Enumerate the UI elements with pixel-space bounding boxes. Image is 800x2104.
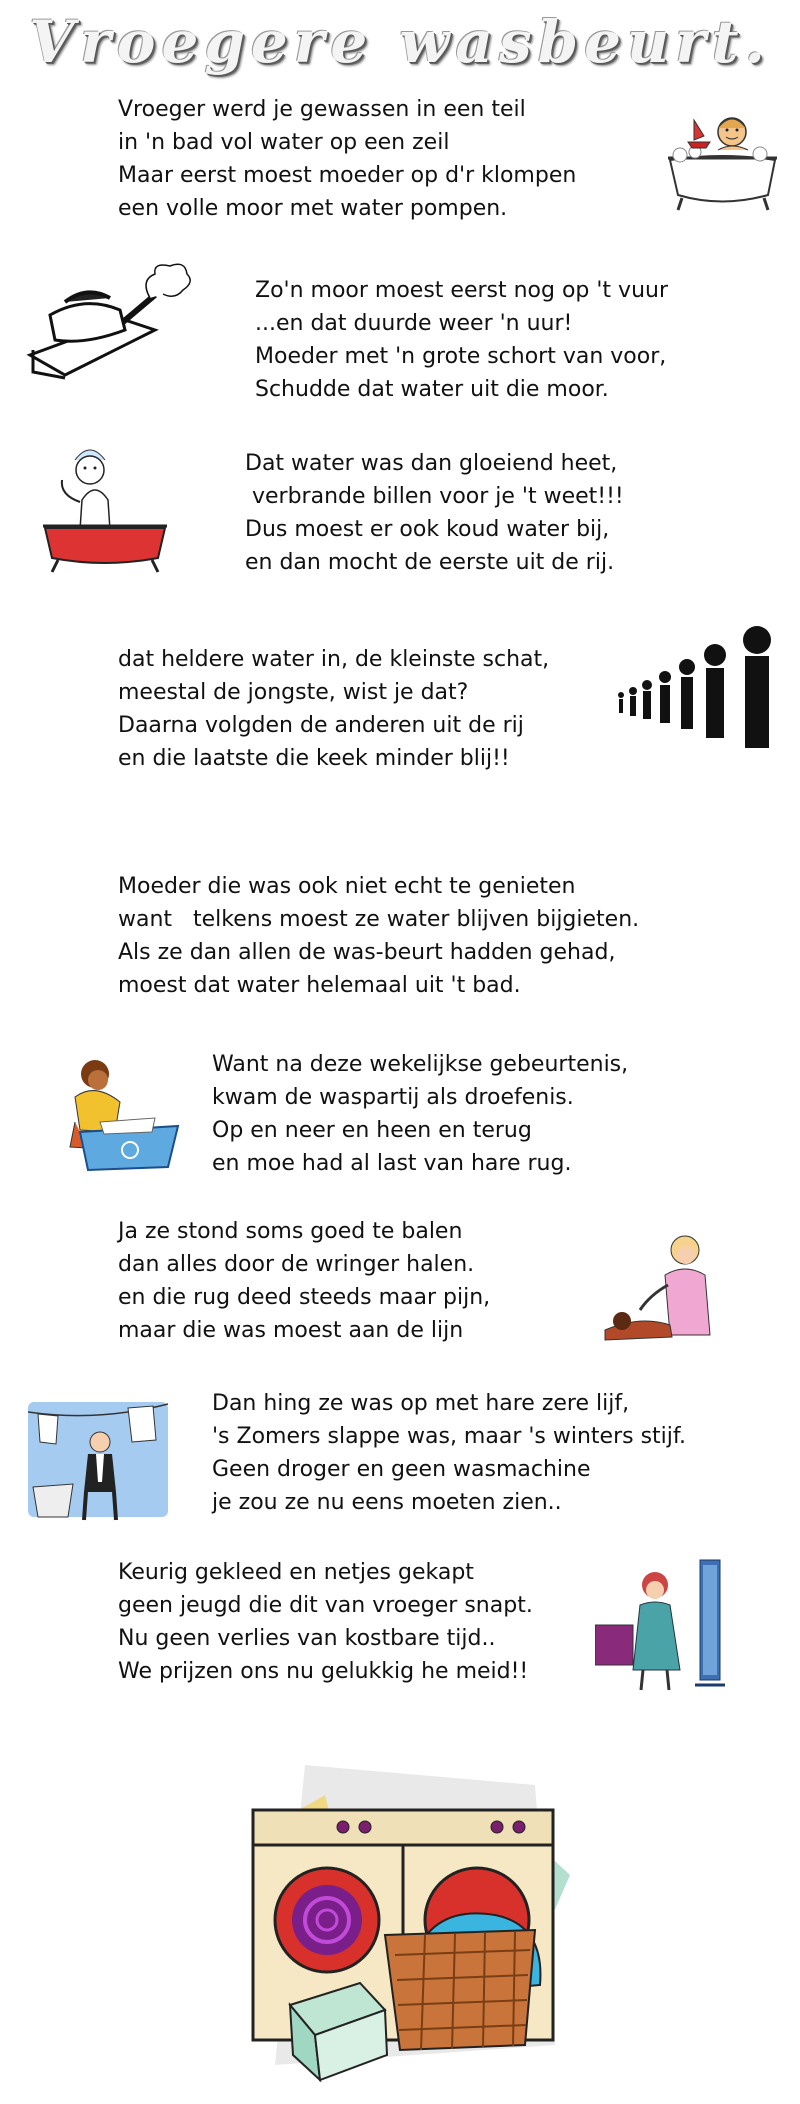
- stanza-line: geen jeugd die dit van vroeger snapt.: [118, 1593, 533, 1618]
- silhouettes-row-image: [615, 625, 785, 795]
- stanza-line: Geen droger en geen wasmachine: [212, 1457, 591, 1482]
- stanza-4: [118, 643, 549, 775]
- stanza-line: Maar eerst moest moeder op d'r klompen: [118, 163, 577, 188]
- stanza-line: Als ze dan allen de was-beurt hadden gehad,: [118, 940, 616, 965]
- mirror-woman-image: [595, 1555, 735, 1700]
- stanza-line: Zo'n moor moest eerst nog op 't vuur: [255, 278, 669, 303]
- stanza-line: ...en dat duurde weer 'n uur!: [255, 311, 573, 336]
- stanza-line: Daarna volgden de anderen uit de rij: [118, 713, 524, 738]
- stanza-1: [118, 93, 576, 225]
- stanza-line: dat heldere water in, de kleinste schat,: [118, 647, 550, 672]
- stanza-line: Keurig gekleed en netjes gekapt: [118, 1560, 474, 1585]
- stanza-8: [212, 1387, 686, 1519]
- stanza-3: [245, 447, 624, 579]
- stanza-line: en dan mocht de eerste uit de rij.: [245, 550, 615, 575]
- stanza-line: Moeder met 'n grote schort van voor,: [255, 344, 667, 369]
- stanza-line: je zou ze nu eens moeten zien..: [212, 1490, 562, 1515]
- stanza-line: Want na deze wekelijkse gebeurtenis,: [212, 1052, 629, 1077]
- stanza-line: en moe had al last van hare rug.: [212, 1151, 572, 1176]
- stanza-line: en die rug deed steeds maar pijn,: [118, 1285, 491, 1310]
- stanza-2: [255, 274, 668, 406]
- stanza-line: en die laatste die keek minder blij!!: [118, 746, 510, 771]
- steaming-kettle-image: [25, 260, 195, 390]
- stanza-line: een volle moor met water pompen.: [118, 196, 508, 221]
- stanza-line: dan alles door de wringer halen.: [118, 1252, 475, 1277]
- stanza-line: moest dat water helemaal uit 't bad.: [118, 973, 521, 998]
- stanza-line: Vroeger werd je gewassen in een teil: [118, 97, 526, 122]
- stanza-line: Dan hing ze was op met hare zere lijf,: [212, 1391, 630, 1416]
- stanza-line: maar die was moest aan de lijn: [118, 1318, 464, 1343]
- red-bathtub-man-image: [40, 440, 170, 575]
- stanza-9: [118, 1556, 533, 1688]
- washing-machine-image: [235, 1755, 575, 2085]
- stanza-line: Dat water was dan gloeiend heet,: [245, 451, 618, 476]
- page-title: Vroegere wasbeurt.: [29, 8, 771, 76]
- stanza-5: [118, 870, 639, 1002]
- clothesline-image: [28, 1392, 178, 1527]
- stanza-6: [212, 1048, 628, 1180]
- stanza-line: want telkens moest ze water blijven bijgieten.: [118, 907, 640, 932]
- stanza-line: in 'n bad vol water op een zeil: [118, 130, 450, 155]
- stanza-line: meestal de jongste, wist je dat?: [118, 680, 469, 705]
- stanza-line: 's Zomers slappe was, maar 's winters stijf.: [212, 1424, 687, 1449]
- stanza-line: Op en neer en heen en terug: [212, 1118, 532, 1143]
- stanza-line: Schudde dat water uit die moor.: [255, 377, 609, 402]
- stanza-line: Ja ze stond soms goed te balen: [118, 1219, 463, 1244]
- back-massage-image: [600, 1225, 725, 1350]
- stanza-line: Moeder die was ook niet echt te genieten: [118, 874, 576, 899]
- stanza-line: Nu geen verlies van kostbare tijd..: [118, 1626, 496, 1651]
- stanza-7: [118, 1215, 490, 1347]
- bathtub-child-image: [660, 100, 785, 220]
- stanza-line: We prijzen ons nu gelukkig he meid!!: [118, 1659, 529, 1684]
- stanza-line: kwam de waspartij als droefenis.: [212, 1085, 574, 1110]
- laundry-basket-woman-image: [60, 1052, 185, 1172]
- stanza-line: verbrande billen voor je 't weet!!!: [245, 484, 624, 509]
- stanza-line: Dus moest er ook koud water bij,: [245, 517, 610, 542]
